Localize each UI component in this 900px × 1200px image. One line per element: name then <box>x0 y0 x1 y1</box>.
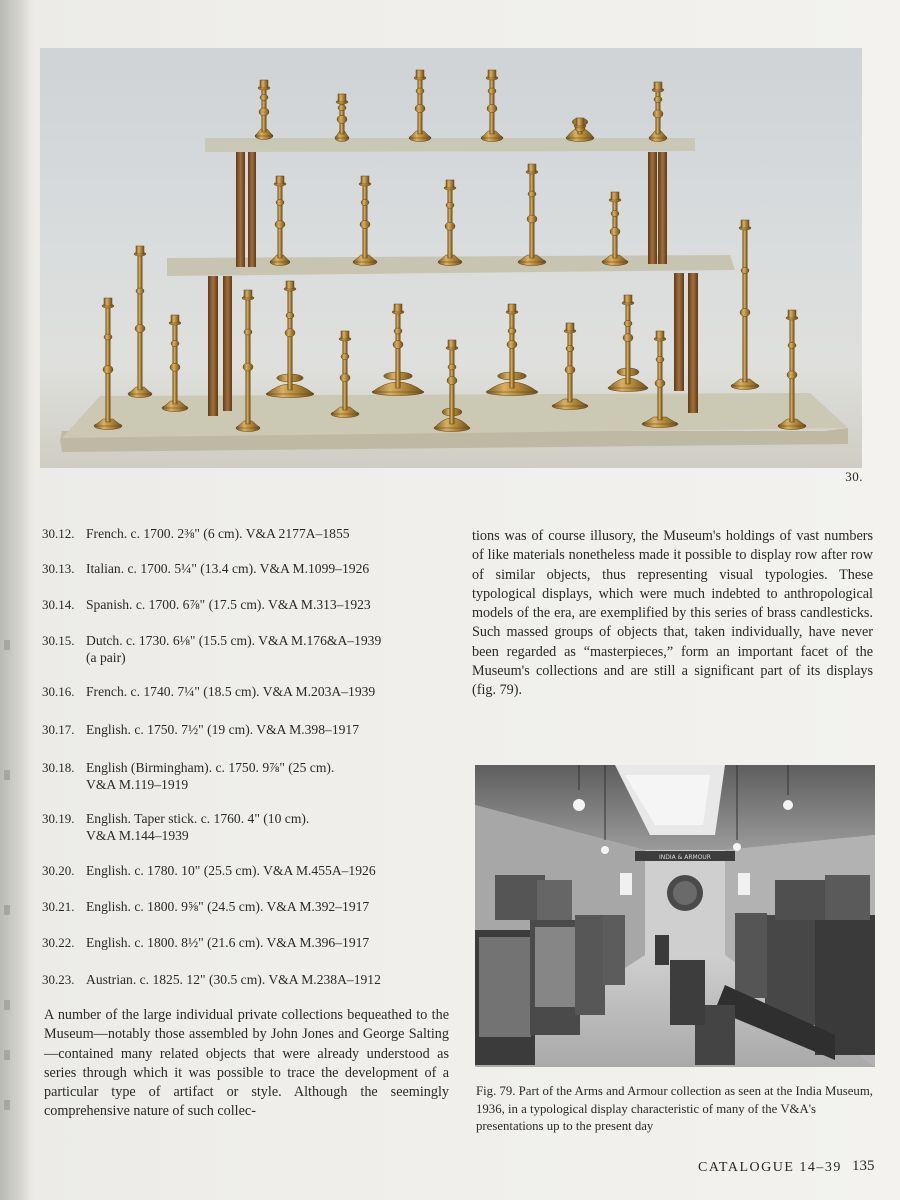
catalogue-entry <box>42 525 446 542</box>
running-footer: CATALOGUE 14–39 <box>698 1160 842 1175</box>
catalogue-entry <box>42 898 446 915</box>
candlestick-icon <box>649 82 667 142</box>
catalogue-entry <box>42 862 446 879</box>
catalogue-number: 30.22. <box>42 935 75 950</box>
candlestick-icon <box>486 304 538 396</box>
catalogue-number: 30.15. <box>42 633 75 648</box>
candlestick-icon <box>266 281 314 398</box>
photo-sign-text: INDIA & ARMOUR <box>659 854 711 861</box>
body-text-right: tions was of course illusory, the Museum's holdings of vast numbers of like materials nonetheless made it possible to display row after row of similar objects, thus representing visual typologies. These typological displays, which were much indebted to anthropological models of the era, are exemplified by this series of brass candlesticks. Such massed groups of objects that, taken individually, have never been regarded as “masterpieces,” form an important facet of the Museum's collections and are still a significant part of its displays (fig. 79). <box>472 528 873 699</box>
catalogue-entry <box>42 810 446 844</box>
gallery-illustration <box>475 765 875 1067</box>
candlestick-icon <box>518 164 546 266</box>
figure-caption: Fig. 79. Part of the Arms and Armour collection as seen at the India Museum, 1936, in a typological display characteristic of many of the V&A's presentations up to the present day <box>476 1084 873 1133</box>
catalogue-description: V&A M.144–1939 <box>86 828 189 843</box>
catalogue-description: English. c. 1800. 9⅝" (24.5 cm). V&A M.392–1917 <box>86 899 370 914</box>
catalogue-entry <box>42 632 446 666</box>
candlestick-icon <box>372 304 424 396</box>
figure-number: 30. <box>845 469 863 484</box>
catalogue-description: Spanish. c. 1700. 6⅞" (17.5 cm). V&A M.313–1923 <box>86 597 371 612</box>
catalogue-description: Austrian. c. 1825. 12" (30.5 cm). V&A M.238A–1912 <box>86 972 381 987</box>
catalogue-entry <box>42 759 446 793</box>
candlestick-icon <box>128 246 152 398</box>
candlestick-icon <box>608 295 648 392</box>
catalogue-entry <box>42 560 446 577</box>
candlestick-icon <box>602 192 628 266</box>
catalogue-description: French. c. 1740. 7¼" (18.5 cm). V&A M.203A–1939 <box>86 684 376 699</box>
page-number: 135 <box>852 1158 875 1174</box>
previous-page-edge <box>0 0 30 1200</box>
candlestick-icon <box>731 220 759 390</box>
candlestick-icon <box>409 70 431 142</box>
catalogue-description: French. c. 1700. 2⅜" (6 cm). V&A 2177A–1855 <box>86 526 350 541</box>
catalogue-description: V&A M.119–1919 <box>86 777 189 792</box>
catalogue-description: English. c. 1800. 8½" (21.6 cm). V&A M.396–1917 <box>86 935 370 950</box>
catalogue-description: English. c. 1750. 7½" (19 cm). V&A M.398–1917 <box>86 722 360 737</box>
catalogue-description: English. c. 1780. 10" (25.5 cm). V&A M.455A–1926 <box>86 863 376 878</box>
catalogue-number: 30.12. <box>42 526 75 541</box>
catalogue-number: 30.14. <box>42 597 75 612</box>
catalogue-number: 30.21. <box>42 899 75 914</box>
candlesticks-illustration <box>40 48 862 468</box>
catalogue-number: 30.17. <box>42 722 75 737</box>
catalogue-entry <box>42 596 446 613</box>
candlesticks-photo <box>40 48 862 468</box>
catalogue-description: Italian. c. 1700. 5¼" (13.4 cm). V&A M.1099–1926 <box>86 561 370 576</box>
candlestick-icon <box>270 176 290 266</box>
catalogue-number: 30.16. <box>42 684 75 699</box>
catalogue-entry <box>42 721 446 738</box>
catalogue-entry <box>42 683 446 700</box>
candlestick-icon <box>353 176 377 266</box>
catalogue-description: English. Taper stick. c. 1760. 4" (10 cm). <box>86 811 310 826</box>
candlestick-icon <box>438 180 462 266</box>
gallery-photo <box>475 765 875 1067</box>
candlestick-icon <box>335 94 349 142</box>
candlestick-icon <box>566 118 594 142</box>
catalogue-entry <box>42 934 446 951</box>
catalogue-number: 30.20. <box>42 863 75 878</box>
candlestick-icon <box>255 80 273 140</box>
body-text-left: A number of the large individual private collections bequeathed to the Museum—notably those assembled by John Jones and George Salting—contained many related objects that were already understood as series through which it was possible to trace the development of a particular type of artifact or style. Although the seemingly comprehensive nature of such collec- <box>44 1007 449 1120</box>
catalogue-description: English (Birmingham). c. 1750. 9⅞" (25 cm). <box>86 760 335 775</box>
catalogue-number: 30.23. <box>42 972 75 987</box>
catalogue-entry <box>42 971 446 988</box>
catalogue-number: 30.13. <box>42 561 75 576</box>
catalogue-description: Dutch. c. 1730. 6⅛" (15.5 cm). V&A M.176&A–1939 <box>86 633 382 648</box>
catalogue-description: (a pair) <box>86 650 126 665</box>
catalogue-number: 30.19. <box>42 811 75 826</box>
candlestick-icon <box>481 70 503 142</box>
catalogue-number: 30.18. <box>42 760 75 775</box>
